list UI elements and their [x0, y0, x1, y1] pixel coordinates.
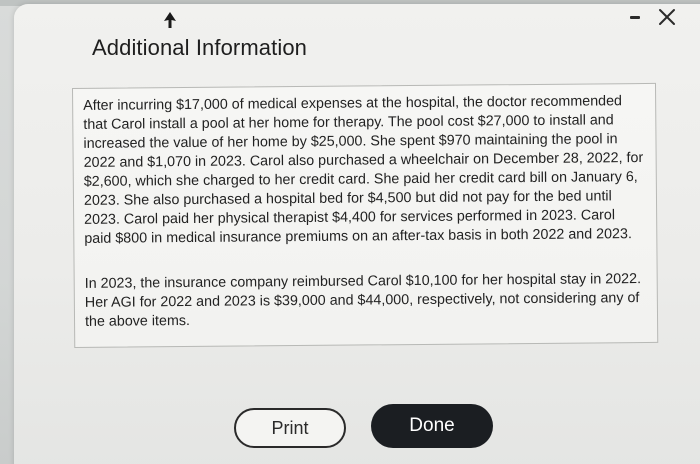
minimize-button[interactable] — [626, 8, 644, 26]
information-box — [72, 83, 658, 348]
additional-information-dialog — [14, 4, 700, 464]
print-button[interactable]: Print — [234, 408, 346, 448]
info-paragraph-1: After incurring $17,000 of medical expenses at the hospital, the doctor recommended that Carol install a pool at her home for therapy. The pool cost $27,000 to install and increased the value of her home by $25,000. She spent $970 maintaining the pool in 2022 and $1,070 in 2023. Carol also purchased a wheelchair on December 28, 2022, for $2,600, which she charged to her credit card. She paid her credit card bill on January 6, 2023. She also purchased a hospital bed for $4,500 but did not pay for the bed until 2023. Carol paid her physical therapist $4,400 for services performed in 2023. Carol paid $800 in medical insurance premiums on an after-tax basis in both 2022 and 2023. — [83, 93, 644, 247]
info-paragraph-2: In 2023, the insurance company reimbursed Carol $10,100 for her hospital stay in 2022. Her AGI for 2022 and 2023 is $39,000 and $44,000, respectively, not considering any of the above items. — [84, 271, 642, 330]
dialog-title: Additional Information — [92, 35, 307, 60]
close-icon — [656, 6, 678, 28]
close-button[interactable] — [656, 6, 678, 28]
minimize-icon — [630, 16, 640, 19]
done-button[interactable]: Done — [371, 404, 493, 448]
mouse-pointer-icon — [164, 12, 176, 28]
